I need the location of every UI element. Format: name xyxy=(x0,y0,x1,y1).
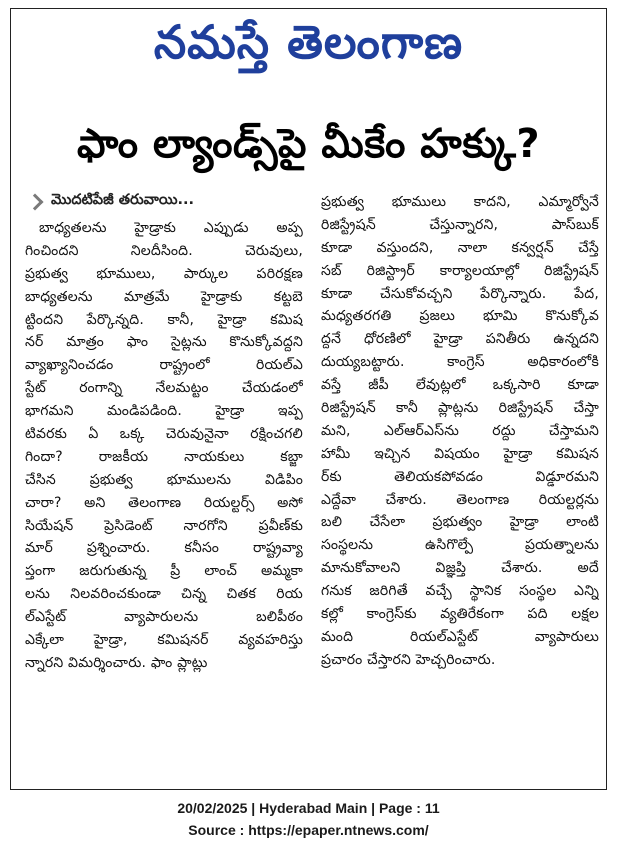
article-line: న్నారని విమర్శించారు. ఫాం ప్లాట్లు xyxy=(25,654,208,671)
article-line: హామీ ఇచ్చిన విషయం హైడ్రా కమిషన xyxy=(321,445,599,462)
article-line: ద్దనే ధోరణిలో హైడ్రా పనితీరు ఉన్నదని xyxy=(321,331,599,348)
article-line: ప్తంగా జరుగుతున్న ప్రీ లాంచ్ అమ్మకా xyxy=(25,563,303,580)
article-line: బాధ్యతలను హైడ్రాకు ఎప్పుడు అప్ప xyxy=(39,220,303,236)
article-line: గిందా? రాజకీయ నాయకులు కబ్జా xyxy=(25,448,303,465)
article-line: ప్రభుత్వ భూములు, పార్కుల పరిరక్షణ xyxy=(25,265,303,282)
footer-source: Source : https://epaper.ntnews.com/ xyxy=(188,822,429,838)
article-line: కల్లో కాంగ్రెస్‌కు వ్యతిరేకంగా పది లక్షల xyxy=(321,606,599,623)
article-column-left xyxy=(25,191,303,675)
left-column-text xyxy=(25,217,303,675)
newspaper-clipping xyxy=(10,8,607,790)
article-line: టివరకు ఏ ఒక్క చెరువునైనా రక్షించగలి xyxy=(25,426,303,443)
article-body xyxy=(25,191,599,781)
article-line: భాగమని మండిపడింది. హైడ్రా ఇప్ప xyxy=(25,403,303,420)
article-line: దుయ్యబట్టారు. కాంగ్రెస్ అధికారంలోకి xyxy=(321,354,599,371)
right-column-text xyxy=(321,191,599,672)
article-line: కూడా చేసుకోవచ్చని పేర్కొన్నారు. పేద, xyxy=(321,285,599,302)
article-line: రిజిస్ట్రేషన్ చేస్తున్నారని, పాస్‌బుక్ xyxy=(321,216,599,233)
article-line: వ్యాఖ్యానించడం రాష్ట్రంలో రియల్‌ఎ xyxy=(25,357,303,374)
article-line: ప్రచారం చేస్తారని హెచ్చరించారు. xyxy=(321,651,496,668)
article-line: చారా? అని తెలంగాణ రియల్టర్స్ అసో xyxy=(25,494,303,511)
continuation-kicker xyxy=(25,191,303,213)
article-column-right xyxy=(321,191,599,672)
masthead: నమస్తే తెలంగాణ xyxy=(153,15,464,69)
article-line: చేసిన ప్రభుత్వ భూములను విడిపిం xyxy=(25,471,303,488)
article-line: స్టేట్ రంగాన్ని నేలమట్టం చేయడంలో xyxy=(25,380,303,397)
article-line: ట్టిందని పేర్కొన్నది. కానీ, హైడ్రా కమిష xyxy=(25,311,303,328)
article-line: గించిందని నిలదీసింది. చెరువులు, xyxy=(25,242,303,259)
article-line: మధ్యతరగతి ప్రజలు భూమి కొనుక్కోవ xyxy=(321,308,599,325)
article-line: ల్‌ఎస్టేట్ వ్యాపారులను బలిపీఠం xyxy=(25,609,303,626)
article-line: రిజిస్ట్రేషన్ కానీ ప్లాట్లను రిజిస్ట్రేషన్ చేస్తా xyxy=(321,400,599,417)
article-line: కూడా వస్తుందని, నాలా కన్వర్షన్ చేస్తే xyxy=(321,239,599,256)
article-line: సబ్ రిజిస్ట్రార్ కార్యాలయాల్లో రిజిస్ట్రేషన్ xyxy=(321,262,599,279)
article-line: లను నిలవరించకుండా చిన్న చితక రియ xyxy=(25,586,303,603)
article-line: నర్ మాత్రం ఫాం సైట్లను కొనుక్కోవద్దని xyxy=(25,334,303,351)
footer-date-edition: 20/02/2025 | Hyderabad Main | Page : 11 xyxy=(177,800,440,816)
article-line: ఎక్కేలా హైడ్రా, కమిషనర్ వ్యవహరిస్తు xyxy=(25,632,303,649)
kicker-text: మొదటిపేజీ తరువాయి... xyxy=(51,192,195,208)
article-line: గనుక జరిగితే వచ్చే స్థానిక సంస్థల ఎన్ని xyxy=(321,583,599,600)
article-line: బలి చేసేలా ప్రభుత్వం హైడ్రా లాంటి xyxy=(321,514,599,531)
headline: ఫాం ల్యాండ్స్‌పై మీకేం హక్కు? xyxy=(76,121,541,167)
article-line: బాధ్యతలను మాత్రమే హైడ్రాకు కట్టబె xyxy=(25,288,303,305)
chevron-right-icon xyxy=(27,194,44,211)
article-line: సంస్థలను ఉసిగొల్పే ప్రయత్నాలను xyxy=(321,537,599,554)
article-line: వస్తే జీపీ లేవుట్లలో ఒక్కసారి కూడా xyxy=(321,377,599,394)
article-line: సియేషన్ ప్రెసిడెంట్ నారగోని ప్రవీణ్‌కు xyxy=(25,517,303,534)
article-line: ఎద్దేవా చేశారు. తెలంగాణ రియల్టర్లను xyxy=(321,491,599,508)
article-line: మని, ఎల్‌ఆర్‌ఎస్‌ను రద్దు చేస్తామని xyxy=(321,422,599,439)
article-line: మార్ ప్రశ్నించారు. కనీసం రాష్ట్రవ్యా xyxy=(25,540,303,557)
article-line: ప్రభుత్వ భూములు కాదని, ఎమ్మార్వోనే xyxy=(321,194,599,210)
article-line: మానుకోవాలని విజ్ఞప్తి చేశారు. అదే xyxy=(321,560,599,577)
article-line: ర్‌కు తెలియకపోవడం విడ్డూరమని xyxy=(321,468,599,485)
article-line: మంది రియల్‌ఎస్టేట్ వ్యాపారులు xyxy=(321,628,599,645)
